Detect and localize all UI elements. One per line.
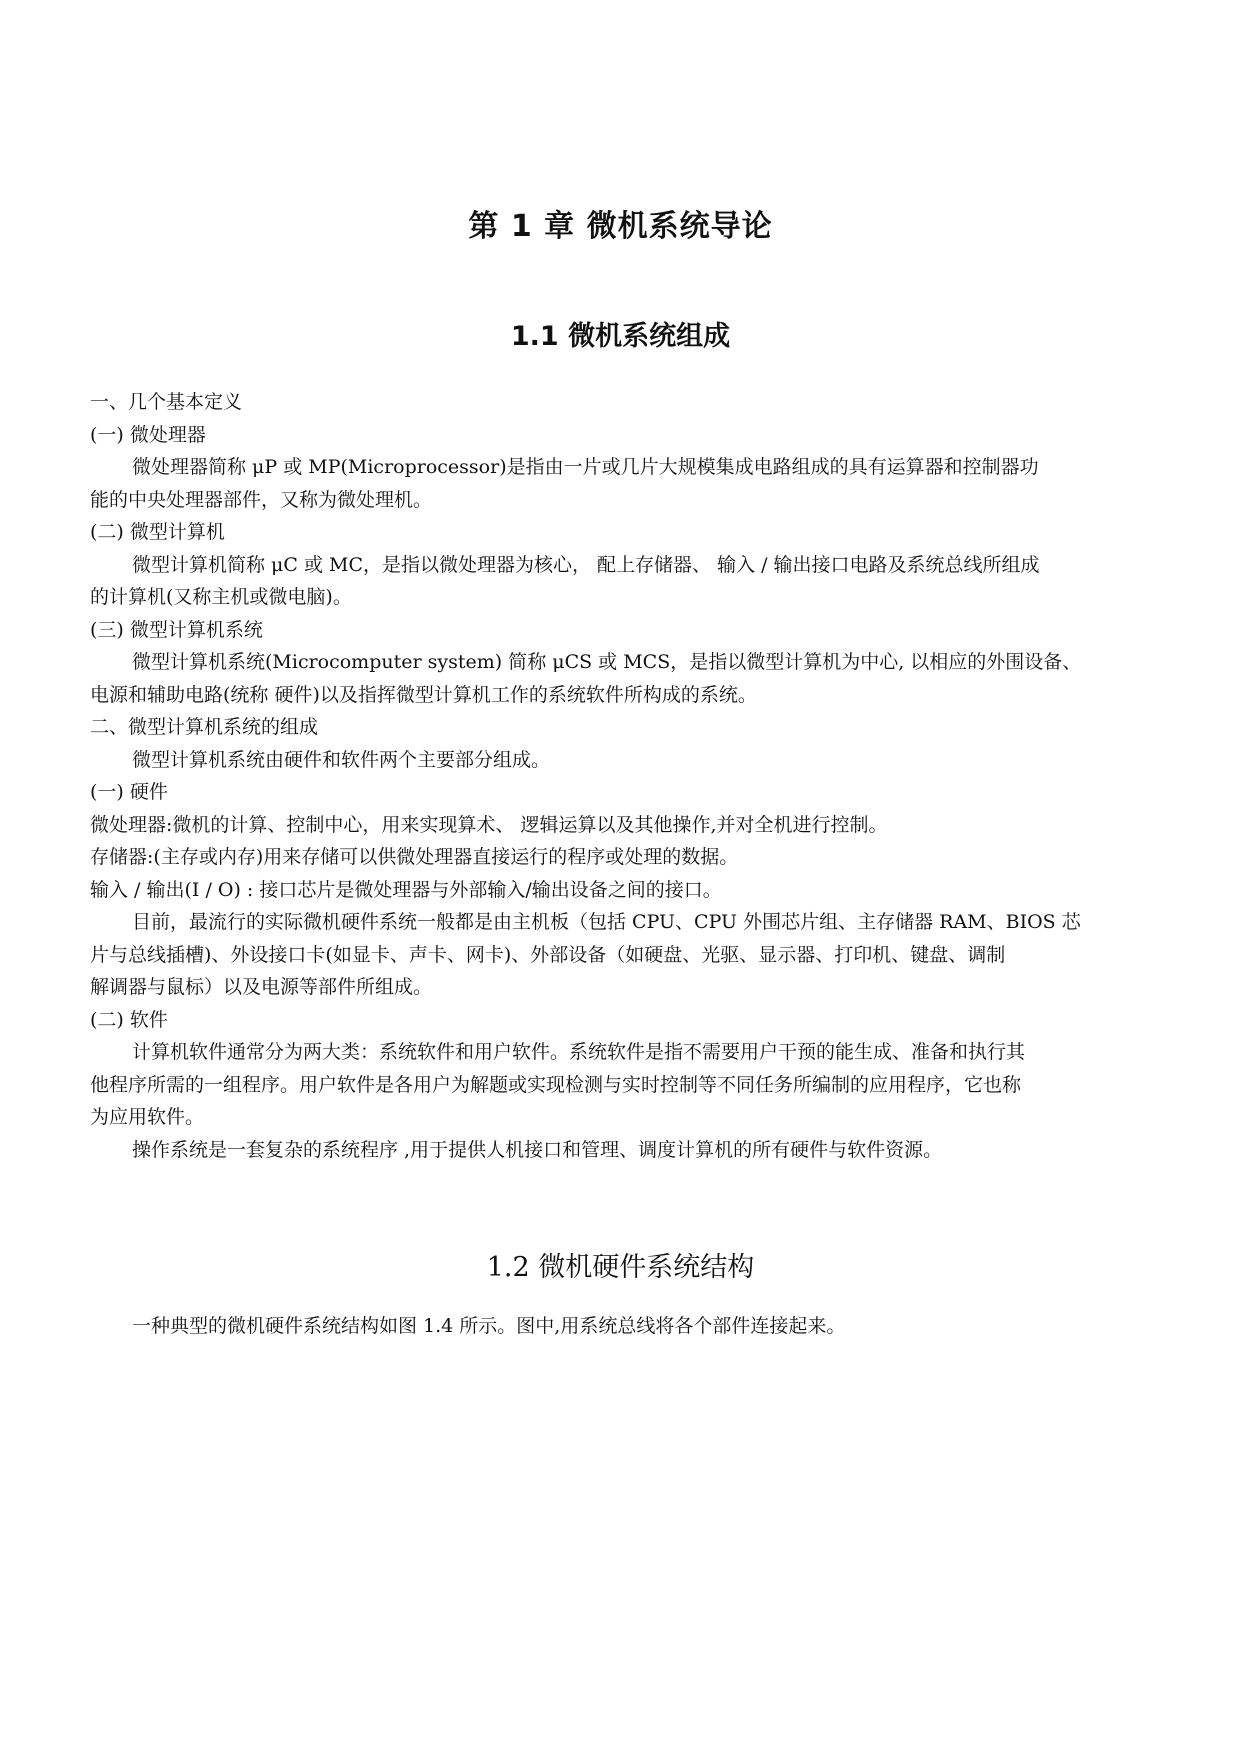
text-line: 微型计算机系统由硬件和软件两个主要部分组成。 — [132, 748, 551, 771]
section-title-1-1: 1.1 微机系统组成 — [510, 321, 731, 352]
text-line: (一) 硬件 — [90, 781, 168, 803]
chapter-title: 第 1 章 微机系统导论 — [468, 209, 773, 244]
text-line: 他程序所需的一组程序。用户软件是各用户为解题或实现检测与实时控制等不同任务所编制的应用程序，它也称 — [90, 1073, 1022, 1096]
section-1-1-body — [90, 386, 1153, 1166]
text-line: (一) 微处理器 — [90, 423, 206, 446]
text-line: (二) 软件 — [90, 1008, 168, 1031]
text-line: 一、几个基本定义 — [90, 391, 243, 413]
text-line: 操作系统是一套复杂的系统程序 ,用于提供人机接口和管理、调度计算机的所有硬件与软件资源。 — [132, 1138, 943, 1161]
text-line: 目前，最流行的实际微机硬件系统一般都是由主机板（包括 CPU、CPU 外围芯片组、主存储器 RAM、BIOS 芯 — [132, 911, 1081, 933]
text-line: 片与总线插槽)、外设接口卡(如显卡、声卡、网卡)、外部设备（如硬盘、光驱、显示器、打印机、键盘、调制 — [90, 943, 1006, 966]
text-line: 的计算机(又称主机或微电脑)。 — [90, 586, 352, 608]
text-line: 计算机软件通常分为两大类：系统软件和用户软件。系统软件是指不需要用户干预的能生成、准备和执行其 — [132, 1041, 1026, 1063]
text-line: 存储器:(主存或内存)用来存储可以供微处理器直接运行的程序或处理的数据。 — [90, 846, 739, 868]
section-title-1-2: 1.2 微机硬件系统结构 — [486, 1252, 755, 1283]
text-line: 电源和辅助电路(统称 硬件)以及指挥微型计算机工作的系统软件所构成的系统。 — [90, 683, 757, 706]
text-line: 微型计算机简称 μC 或 MC，是指以微处理器为核心， 配上存储器、 输入 / 输出接口电路及系统总线所组成 — [132, 553, 1040, 576]
text-line: 微型计算机系统(Microcomputer system) 简称 μCS 或 MCS，是指以微型计算机为中心, 以相应的外围设备、 — [132, 651, 1082, 673]
text-line: 微处理器:微机的计算、控制中心，用来实现算术、 逻辑运算以及其他操作,并对全机进行控制。 — [90, 813, 888, 836]
text-line: (三) 微型计算机系统 — [90, 618, 263, 641]
text-line: 一种典型的微机硬件系统结构如图 1.4 所示。图中,用系统总线将各个部件连接起来。 — [132, 1315, 846, 1337]
section-1-2-body — [90, 1310, 1153, 1343]
text-line: 微处理器简称 μP 或 MP(Microprocessor)是指由一片或几片大规模集成电路组成的具有运算器和控制器功 — [132, 456, 1039, 478]
text-line: 解调器与鼠标）以及电源等部件所组成。 — [90, 976, 433, 998]
text-line: (二) 微型计算机 — [90, 521, 225, 543]
text-line: 二、微型计算机系统的组成 — [90, 716, 319, 738]
text-line: 能的中央处理器部件，又称为微处理机。 — [90, 488, 433, 511]
text-line: 输入 / 输出(I / O) : 接口芯片是微处理器与外部输入/输出设备之间的接口。 — [90, 878, 722, 901]
text-line: 为应用软件。 — [90, 1106, 205, 1128]
